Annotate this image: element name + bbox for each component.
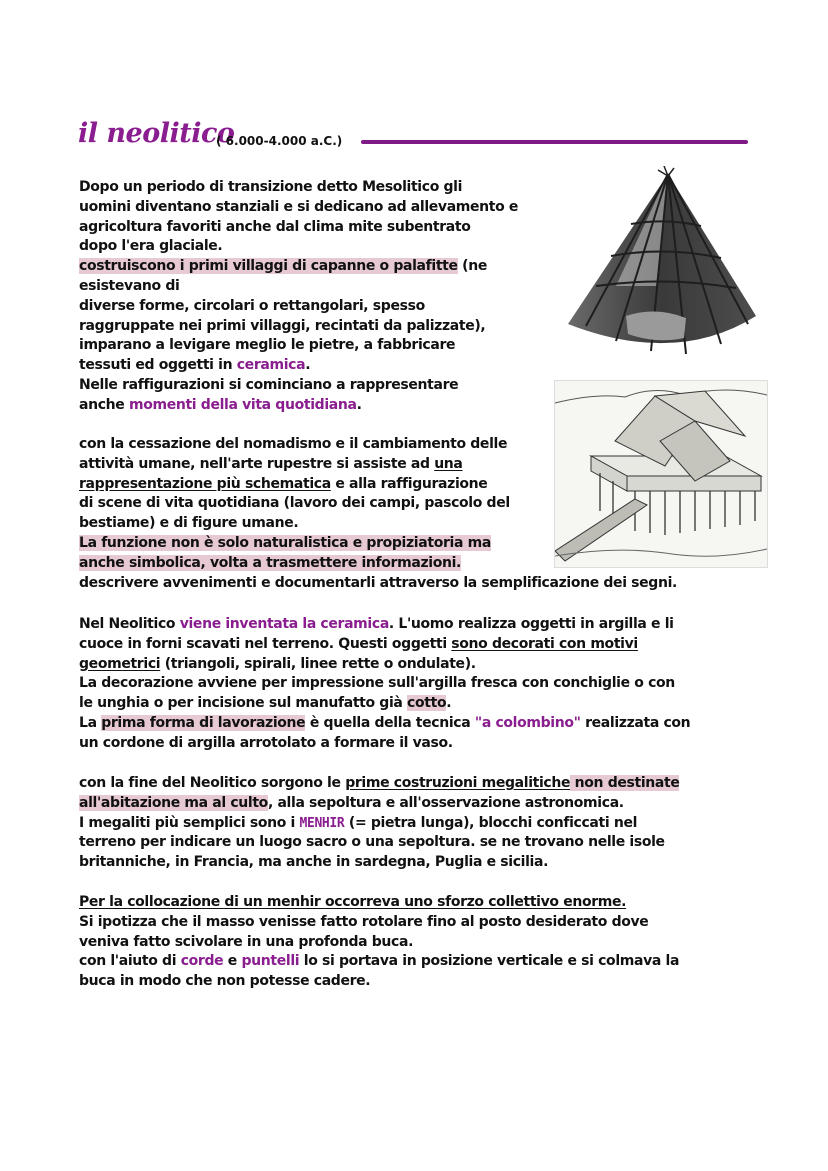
text-line	[79, 257, 518, 277]
text-line: raggruppate nei primi villaggi, recintati da palizzate),	[79, 317, 486, 334]
text-span: (ne	[457, 258, 487, 275]
text-line: bestiame) e di figure umane.	[79, 515, 299, 532]
text-line: agricoltura favoriti anche dal clima mite subentrato	[79, 218, 471, 235]
emphasis-text: puntelli	[241, 953, 300, 970]
text-line	[79, 694, 690, 714]
page-title: il neolitico	[78, 118, 235, 149]
text-span: con la fine del Neolitico sorgono le	[79, 775, 346, 791]
text-line: diverse forme, circolari o rettangolari, spesso	[79, 297, 425, 314]
text-line: imparano a levigare meglio le pietre, a fabbricare	[79, 337, 456, 354]
menhir-term: MENHIR	[299, 815, 345, 831]
emphasis-text: corde	[180, 953, 224, 970]
text-line	[79, 356, 518, 376]
text-line: La decorazione avviene per impressione sull'argilla fresca con conchiglie o con	[79, 675, 675, 692]
text-line	[79, 952, 679, 972]
text-span: con l'aiuto di	[79, 953, 181, 970]
highlighted-text: all'abitazione ma al culto	[79, 794, 268, 811]
text-span: , alla sepoltura e all'osservazione astronomica.	[267, 794, 624, 811]
text-span: . L'uomo realizza oggetti in argilla e li	[388, 616, 674, 632]
paragraph-intro	[79, 178, 518, 416]
title-row	[78, 118, 750, 158]
text-line	[79, 475, 677, 495]
text-line	[79, 714, 690, 734]
text-line: un cordone di argilla arrotolato a formare il vaso.	[79, 734, 453, 751]
underlined-text: prime costruzioni megalitiche	[345, 775, 571, 791]
text-span: .	[305, 357, 311, 374]
text-span: e	[223, 953, 242, 970]
highlighted-text: costruiscono i primi villaggi di capanne o palafitte	[79, 258, 458, 275]
underlined-text: rappresentazione più schematica	[79, 475, 331, 492]
paragraph-menhir-placement	[79, 893, 679, 992]
text-span: e alla raffigurazione	[330, 475, 488, 492]
text-line	[79, 635, 690, 655]
text-line	[79, 893, 679, 913]
text-line	[79, 774, 679, 794]
text-line: esistevano di	[79, 277, 180, 294]
text-line	[79, 655, 690, 675]
text-span: le unghia o per incisione sul manufatto già	[79, 695, 408, 712]
text-span: realizzata con	[580, 714, 691, 731]
text-span: è quella della tecnica	[305, 714, 475, 731]
text-span: La	[79, 714, 102, 731]
text-line: Nelle raffigurazioni si cominciano a rappresentare	[79, 376, 459, 393]
text-line	[79, 615, 690, 635]
underlined-text: Per la collocazione di un menhir occorreva uno sforzo collettivo enorme.	[79, 894, 627, 910]
text-span: cuoce in forni scavati nel terreno. Questi oggetti	[79, 635, 452, 652]
text-line: di scene di vita quotidiana (lavoro dei campi, pascolo del	[79, 495, 510, 512]
text-line: con la cessazione del nomadismo e il cambiamento delle	[79, 436, 508, 452]
emphasis-text: momenti della vita quotidiana	[128, 396, 357, 413]
text-span: attività umane, nell'arte rupestre si assiste ad	[79, 455, 435, 472]
text-line	[79, 794, 679, 814]
text-span: (= pietra lunga), blocchi conficcati nel	[344, 814, 638, 831]
text-line: veniva fatto scivolare in una profonda buca.	[79, 933, 414, 950]
text-line: descrivere avvenimenti e documentarli attraverso la semplificazione dei segni.	[79, 574, 678, 591]
highlighted-text: cotto	[407, 695, 447, 712]
text-line: britanniche, in Francia, ma anche in sardegna, Puglia e sicilia.	[79, 854, 549, 871]
text-span: anche	[79, 396, 129, 413]
text-span: tessuti ed oggetti in	[79, 357, 237, 374]
text-line: buca in modo che non potesse cadere.	[79, 973, 371, 990]
text-span: I megaliti più semplici sono i	[79, 814, 300, 831]
title-dates: ( 6.000-4.000 a.C.)	[216, 134, 343, 148]
emphasis-text: "a colombino"	[474, 714, 581, 731]
text-line	[79, 534, 677, 554]
text-line	[79, 396, 518, 416]
underlined-text: una	[434, 455, 463, 472]
emphasis-text: ceramica	[236, 357, 306, 374]
text-span: (triangoli, spirali, linee rette o ondulate).	[160, 655, 476, 672]
text-span: .	[356, 396, 362, 413]
highlighted-text: La funzione non è solo naturalistica e propiziatoria ma	[79, 534, 491, 551]
underlined-text: geometrici	[79, 655, 161, 672]
text-line: uomini diventano stanziali e si dedicano ad allevamento e	[79, 198, 519, 215]
text-span: .	[446, 695, 452, 712]
text-line: Dopo un periodo di transizione detto Mesolitico gli	[79, 179, 463, 195]
highlighted-text: anche simbolica, volta a trasmettere informazioni.	[79, 554, 461, 571]
highlighted-text: non destinate	[570, 775, 680, 791]
underlined-text: sono decorati con motivi	[451, 635, 638, 652]
emphasis-text: viene inventata la ceramica	[179, 616, 389, 632]
text-line	[79, 455, 677, 475]
text-line	[79, 554, 677, 574]
paragraph-ceramics	[79, 615, 690, 754]
text-span: Nel Neolitico	[79, 616, 180, 632]
text-line	[79, 814, 679, 834]
text-line: terreno per indicare un luogo sacro o una sepoltura. se ne trovano nelle isole	[79, 834, 665, 851]
text-line: dopo l'era glaciale.	[79, 238, 223, 255]
text-span: lo si portava in posizione verticale e si colmava la	[299, 953, 680, 970]
paragraph-rock-art	[79, 435, 677, 593]
highlighted-text: prima forma di lavorazione	[101, 714, 306, 731]
hut-illustration	[556, 166, 762, 362]
title-divider	[361, 140, 748, 144]
paragraph-megaliths	[79, 774, 679, 873]
text-line: Si ipotizza che il masso venisse fatto rotolare fino al posto desiderato dove	[79, 913, 649, 930]
